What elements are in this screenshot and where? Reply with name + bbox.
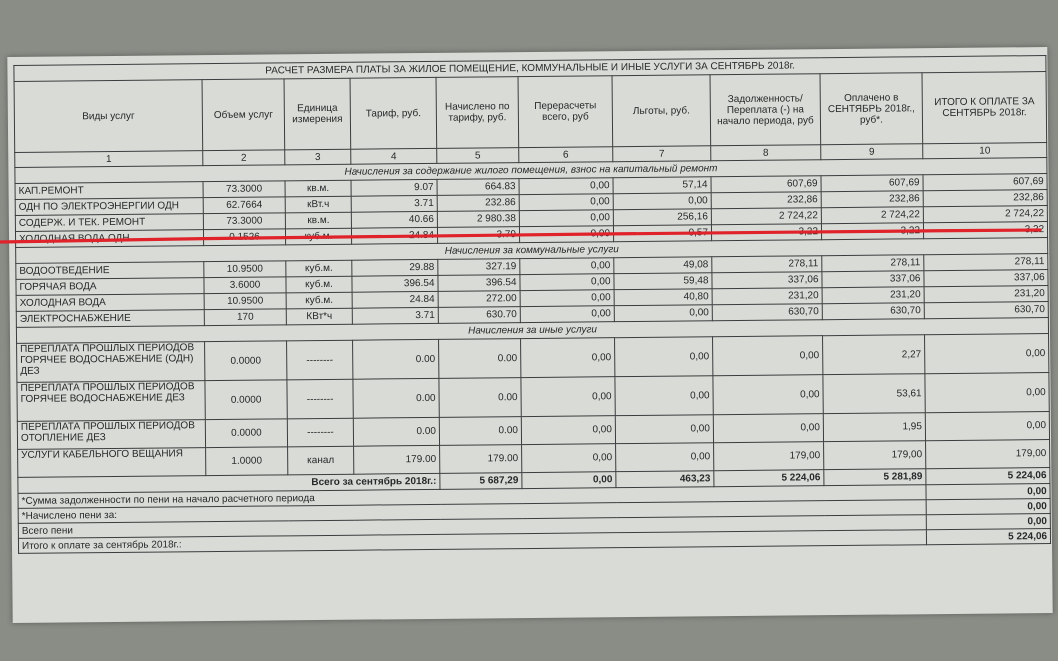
volume: 10.9500	[204, 261, 286, 278]
total-due: 0,00	[925, 334, 1050, 374]
bill-title: РАСЧЕТ РАЗМЕРА ПЛАТЫ ЗА ЖИЛОЕ ПОМЕЩЕНИЕ, КОММУНАЛЬНЫЕ И ИНЫЕ УСЛУГИ ЗА СЕНТЯБРЬ 2018г.	[14, 56, 1046, 82]
utility-bill-table	[13, 55, 1051, 554]
recalc: 0,00	[519, 194, 613, 211]
service-name: ЭЛЕКТРОСНАБЖЕНИЕ	[16, 310, 204, 328]
paid: 1,95	[823, 413, 925, 442]
benefits: 0,00	[613, 193, 711, 210]
benefits: 0,00	[615, 415, 713, 444]
paid: 2 724,22	[821, 207, 923, 224]
footer-label: Всего пени	[18, 515, 926, 539]
tariff: 3.71	[352, 307, 438, 324]
section-title: Начисления за иные услуги	[16, 318, 1048, 344]
service-name: УСЛУГИ КАБЕЛЬНОГО ВЕЩАНИЯ	[18, 448, 206, 478]
unit: кв.м.	[285, 180, 351, 197]
paid: 630,70	[822, 303, 924, 320]
service-name: ГОРЯЧАЯ ВОДА	[16, 278, 204, 296]
benefits: 49,08	[614, 257, 712, 274]
charged: 0.00	[439, 339, 521, 379]
paid: 3,22	[821, 223, 923, 240]
charged: 179.00	[440, 445, 522, 474]
header-row	[14, 72, 1047, 153]
recalc: 0,00	[522, 444, 616, 473]
section-title: Начисления за коммунальные услуги	[16, 238, 1048, 264]
column-number: 9	[821, 144, 923, 160]
header-debt: Задолженность/ Переплата (-) на начало периода, руб	[710, 74, 821, 146]
charged: 664.83	[437, 179, 519, 196]
total-due: 0,00	[925, 373, 1050, 413]
footer-value: 0,00	[926, 484, 1050, 500]
header-unit: Единица измерения	[284, 78, 351, 150]
charged: 0.00	[439, 417, 521, 446]
recalc: 0,00	[521, 377, 615, 417]
utility-bill-sheet	[7, 47, 1052, 623]
debt: 278,11	[712, 256, 822, 273]
paid: 2,27	[823, 335, 925, 375]
column-number: 7	[613, 146, 711, 162]
volume: 0.1526	[203, 229, 285, 246]
debt: 231,20	[712, 288, 822, 305]
paid: 278,11	[822, 255, 924, 272]
recalc: 0,00	[520, 290, 614, 307]
debt: 0,00	[713, 375, 823, 415]
paid: 231,20	[822, 287, 924, 304]
tariff: 24.84	[352, 291, 438, 308]
volume: 73.3000	[203, 181, 285, 198]
footer-label: *Сумма задолженности по пени на начало расчетного периода	[18, 485, 926, 509]
charged: 232.86	[437, 195, 519, 212]
service-name: ПЕРЕПЛАТА ПРОШЛЫХ ПЕРИОДОВ ОТОПЛЕНИЕ ДЕЗ	[17, 420, 205, 450]
unit: кв.м.	[285, 212, 351, 229]
tariff: 0.00	[353, 378, 439, 418]
recalc: 0,00	[519, 178, 613, 195]
paid: 179,00	[824, 441, 926, 470]
totals-paid: 5 281,89	[824, 469, 926, 486]
header-service: Виды услуг	[14, 80, 203, 153]
header-charged: Начислено по тарифу, руб.	[436, 77, 519, 149]
tariff: 396.54	[352, 275, 438, 292]
paid: 337,06	[822, 271, 924, 288]
total-due: 278,11	[924, 254, 1048, 271]
paid: 53,61	[823, 374, 925, 414]
column-number: 2	[203, 150, 285, 166]
header-tariff: Тариф, руб.	[350, 77, 437, 149]
unit: --------	[287, 340, 353, 380]
volume: 170	[204, 309, 286, 326]
header-benefits: Льготы, руб.	[612, 75, 711, 147]
debt: 337,06	[712, 272, 822, 289]
volume: 0.0000	[205, 380, 287, 420]
header-paid: Оплачено в СЕНТЯБРЬ 2018г., руб*.	[820, 73, 923, 145]
total-due: 0,00	[925, 412, 1049, 441]
volume: 62.7664	[203, 197, 285, 214]
benefits: 0,57	[613, 225, 711, 242]
benefits: 0,00	[615, 337, 713, 377]
footer-label: *Начислено пени за:	[18, 500, 926, 524]
debt: 2 724,22	[711, 208, 821, 225]
benefits: 0,00	[615, 376, 713, 416]
recalc: 0,00	[519, 226, 613, 243]
section-title: Начисления за содержание жилого помещения, взнос на капитальный ремонт	[15, 158, 1047, 184]
volume: 0.0000	[205, 341, 287, 381]
total-due: 231,20	[924, 286, 1048, 303]
benefits: 57,14	[613, 177, 711, 194]
unit: --------	[287, 379, 353, 419]
benefits: 40,80	[614, 289, 712, 306]
debt: 630,70	[712, 304, 822, 321]
charged: 3.79	[437, 227, 519, 244]
service-name: ХОЛОДНАЯ ВОДА ОДН	[15, 230, 203, 248]
tariff: 0.00	[353, 417, 439, 446]
footer-value: 5 224,06	[926, 529, 1050, 545]
service-name: КАП.РЕМОНТ	[15, 182, 203, 200]
benefits: 59,48	[614, 273, 712, 290]
volume: 73.3000	[203, 213, 285, 230]
totals-benefits: 463,23	[616, 471, 714, 488]
volume: 1.0000	[206, 447, 288, 476]
volume: 3.6000	[204, 277, 286, 294]
debt: 607,69	[711, 176, 821, 193]
service-name: ХОЛОДНАЯ ВОДА	[16, 294, 204, 312]
column-number: 4	[351, 148, 437, 164]
header-total-due: ИТОГО К ОПЛАТЕ ЗА СЕНТЯБРЬ 2018г.	[922, 72, 1047, 144]
debt: 0,00	[713, 414, 823, 443]
column-number: 1	[15, 151, 203, 168]
service-name: СОДЕРЖ. И ТЕК. РЕМОНТ	[15, 214, 203, 232]
header-recalc: Перерасчеты всего, руб	[518, 76, 613, 148]
total-due: 607,69	[923, 174, 1047, 191]
unit: куб.м.	[286, 260, 352, 277]
benefits: 256,16	[613, 209, 711, 226]
debt: 232,86	[711, 192, 821, 209]
recalc: 0,00	[521, 416, 615, 445]
unit: кВт.ч	[285, 196, 351, 213]
recalc: 0,00	[520, 258, 614, 275]
total-due: 337,06	[924, 270, 1048, 287]
unit: куб.м.	[285, 228, 351, 245]
column-number: 3	[285, 149, 351, 165]
column-number: 5	[437, 148, 519, 164]
charged: 2 980.38	[437, 211, 519, 228]
footer-label: Итого к оплате за сентябрь 2018г.:	[18, 530, 926, 554]
charged: 396.54	[438, 275, 520, 292]
service-name: ПЕРЕПЛАТА ПРОШЛЫХ ПЕРИОДОВ ГОРЯЧЕЕ ВОДОСНАБЖЕНИЕ (ОДН) ДЕЗ	[17, 342, 205, 383]
column-number: 6	[519, 147, 613, 163]
total-due: 232,86	[923, 190, 1047, 207]
volume: 10.9500	[204, 293, 286, 310]
totals-label: Всего за сентябрь 2018г.:	[18, 473, 440, 493]
total-due: 3,22	[923, 222, 1047, 239]
charged: 327.19	[438, 259, 520, 276]
charged: 272.00	[438, 291, 520, 308]
tariff: 179.00	[354, 445, 440, 474]
unit: канал	[288, 446, 354, 475]
total-due: 2 724,22	[923, 206, 1047, 223]
total-due: 630,70	[924, 302, 1048, 319]
header-volume: Объем услуг	[202, 79, 285, 151]
tariff: 3.71	[351, 195, 437, 212]
tariff: 24.84	[351, 227, 437, 244]
debt: 179,00	[714, 442, 824, 471]
recalc: 0,00	[519, 210, 613, 227]
benefits: 0,00	[616, 443, 714, 472]
totals-due: 5 224,06	[926, 468, 1050, 485]
tariff: 0.00	[353, 339, 439, 379]
service-name: ОДН ПО ЭЛЕКТРОЭНЕРГИИ ОДН	[15, 198, 203, 216]
unit: куб.м.	[286, 276, 352, 293]
paid: 232,86	[821, 191, 923, 208]
service-name: ПЕРЕПЛАТА ПРОШЛЫХ ПЕРИОДОВ ГОРЯЧЕЕ ВОДОСНАБЖЕНИЕ ДЕЗ	[17, 381, 205, 422]
recalc: 0,00	[520, 274, 614, 291]
debt: 3,22	[711, 224, 821, 241]
paid: 607,69	[821, 175, 923, 192]
tariff: 9.07	[351, 179, 437, 196]
unit: куб.м.	[286, 292, 352, 309]
footer-value: 0,00	[926, 499, 1050, 515]
recalc: 0,00	[520, 306, 614, 323]
totals-charged: 5 687,29	[440, 473, 522, 490]
total-due: 179,00	[926, 440, 1050, 469]
service-name: ВОДООТВЕДЕНИЕ	[16, 262, 204, 280]
tariff: 29.88	[352, 259, 438, 276]
debt: 0,00	[713, 336, 823, 376]
recalc: 0,00	[521, 338, 615, 378]
volume: 0.0000	[205, 419, 287, 448]
column-number: 8	[711, 145, 821, 161]
unit: КВт*ч	[286, 308, 352, 325]
charged: 0.00	[439, 378, 521, 418]
unit: --------	[287, 418, 353, 447]
column-number: 10	[923, 143, 1047, 159]
totals-debt: 5 224,06	[714, 470, 824, 487]
totals-recalc: 0,00	[522, 472, 616, 489]
tariff: 40.66	[351, 211, 437, 228]
footer-value: 0,00	[926, 514, 1050, 530]
benefits: 0,00	[614, 305, 712, 322]
charged: 630.70	[438, 307, 520, 324]
